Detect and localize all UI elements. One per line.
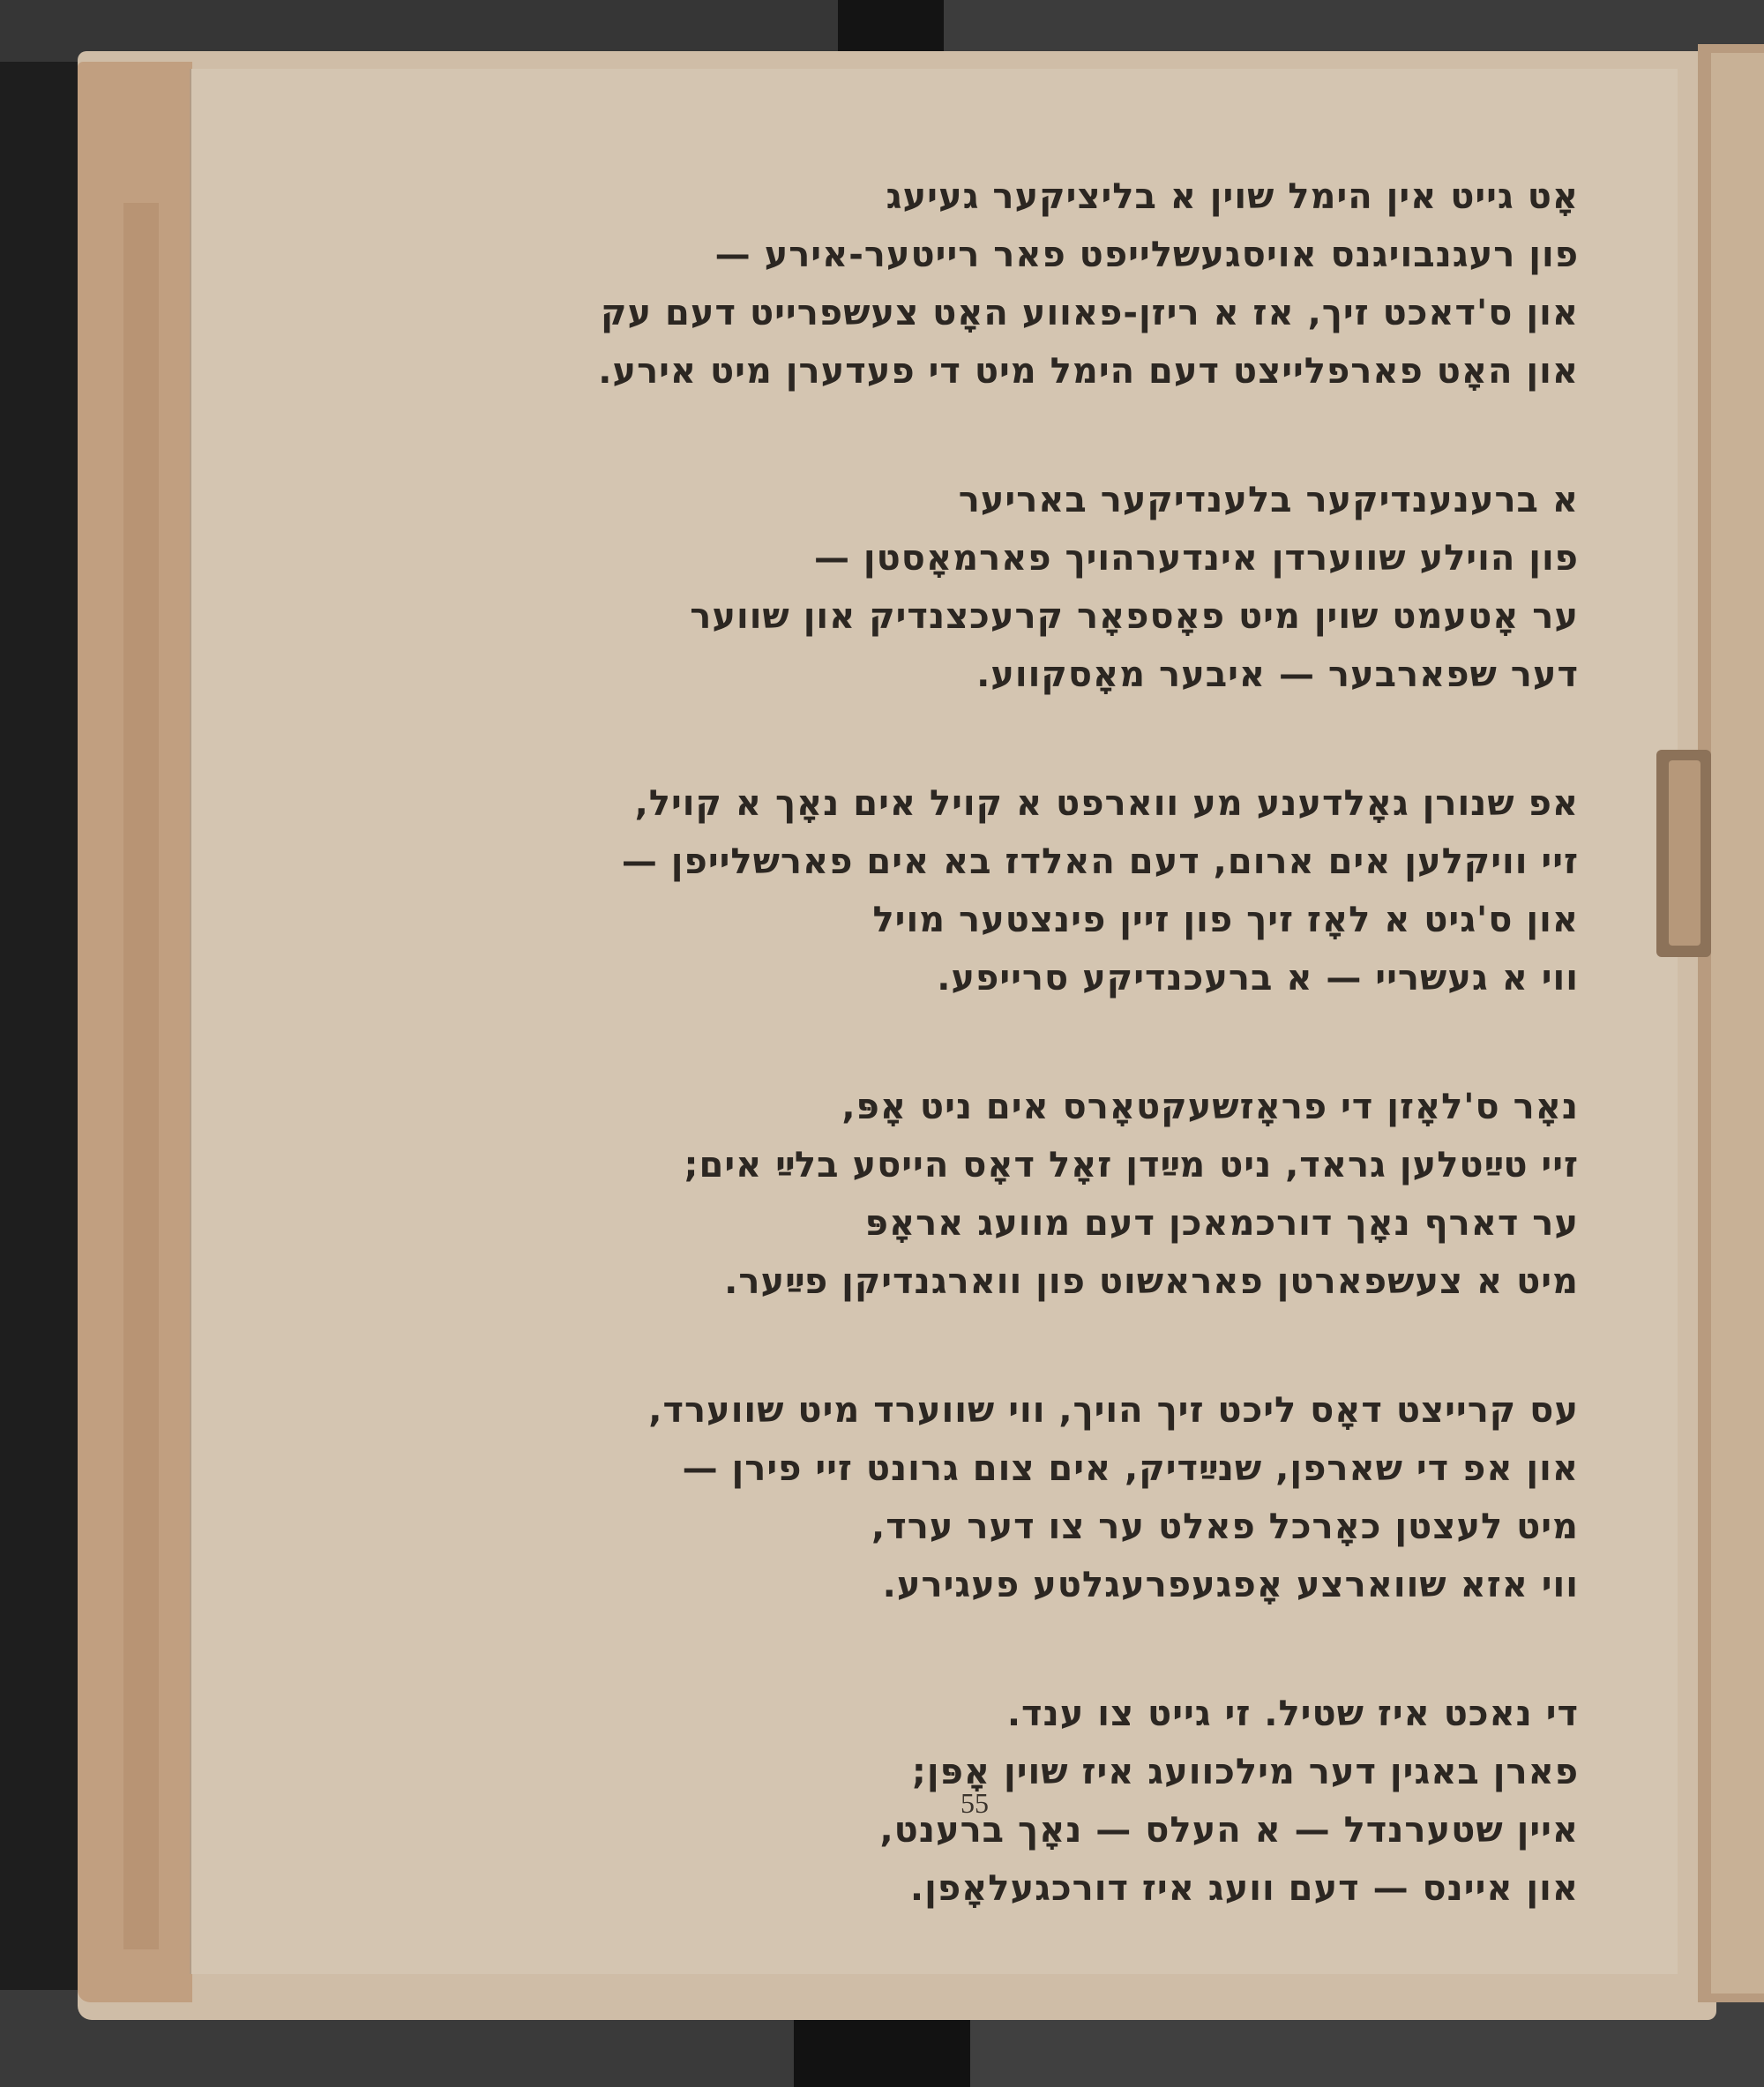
poem-line: איין שטערנדל — א העלס — נאָך ברענט, — [879, 1810, 1579, 1851]
poem-line: און ס'דאכט זיך, אז א ריזן-פאווע האָט צעשפרייט דעם עק — [601, 293, 1579, 333]
poem-line: מיט לעצטן כאָרכל פאלט ער צו דער ערד, — [871, 1507, 1579, 1547]
poem-line: פון רעגנבויגנס אויסגעשלייפט פאר רייטער-אירע — — [714, 235, 1579, 275]
book-right-edge-inner — [1711, 53, 1764, 1993]
poem-line: אפ שנורן גאָלדענע מע ווארפט א קויל אים נאָך א קויל, — [634, 783, 1579, 824]
poem-line: דער שפארבער — איבער מאָסקווע. — [976, 655, 1579, 695]
poem-line: ווי אזא שווארצע אָפגעפרעגלטע פעגירע. — [882, 1565, 1579, 1605]
poem-line: א ברענענדיקער בלענדיקער באריער — [958, 480, 1579, 520]
poem — [529, 168, 1579, 1918]
poem-line: די נאכט איז שטיל. זי גייט צו ענד. — [1006, 1694, 1579, 1734]
page-number: 55 — [960, 1787, 989, 1819]
poem-line: ווי א געשריי — א ברעכנדיקע סרייפע. — [937, 958, 1579, 999]
page-tear-inner — [1669, 760, 1700, 946]
poem-line: ער אָטעמט שוין מיט פאָספאָר קרעכצנדיק און שווער — [690, 596, 1579, 637]
poem-line: און איינס — דעם וועג איז דורכגעלאָפן. — [909, 1868, 1579, 1909]
stanza — [529, 1078, 1579, 1311]
poem-line: ער דארף נאָך דורכמאכן דעם מוועג אראָפּ — [864, 1203, 1579, 1244]
poem-line: זיי טײַטלען גראד, ניט מײַדן זאָל דאָס הייסע בלײַ אים; — [684, 1145, 1579, 1186]
poem-line: און ס'גיט א לאָז זיך פון זיין פינצטער מויל — [872, 900, 1579, 940]
book-cover-fold — [123, 203, 159, 1949]
stanza — [529, 1685, 1579, 1918]
stanza — [529, 471, 1579, 704]
poem-line: זיי וויקלען אים ארום, דעם האלדז בא אים פארשלייפן — — [621, 842, 1579, 882]
stanza — [529, 1381, 1579, 1614]
poem-line: מיט א צעשפארטן פאראשוט פון ווארגנדיקן פײַער. — [724, 1261, 1579, 1302]
poem-line: פון הוילע שווערדן אינדערהויך פארמאָסטן — — [813, 538, 1579, 579]
stanza — [529, 168, 1579, 400]
poem-line: עס קרייצט דאָס ליכט זיך הויך, ווי שווערד מיט שווערד, — [648, 1390, 1579, 1431]
poem-line: אָט גייט אין הימל שוין א בליציקער געיעג — [886, 176, 1579, 217]
poem-line: פארן באגין דער מילכוועג איז שוין אָפּן; — [911, 1752, 1579, 1792]
poem-line: און האָט פארפלייצט דעם הימל מיט די פעדערן מיט אירע. — [598, 351, 1579, 392]
stanza — [529, 774, 1579, 1007]
poem-line: און אפ די שארפן, שנײַדיק, אים צום גרונט זיי פירן — — [682, 1448, 1579, 1489]
poem-line: נאָר ס'לאָזן די פראָזשעקטאָרס אים ניט אָפּ, — [841, 1087, 1579, 1127]
